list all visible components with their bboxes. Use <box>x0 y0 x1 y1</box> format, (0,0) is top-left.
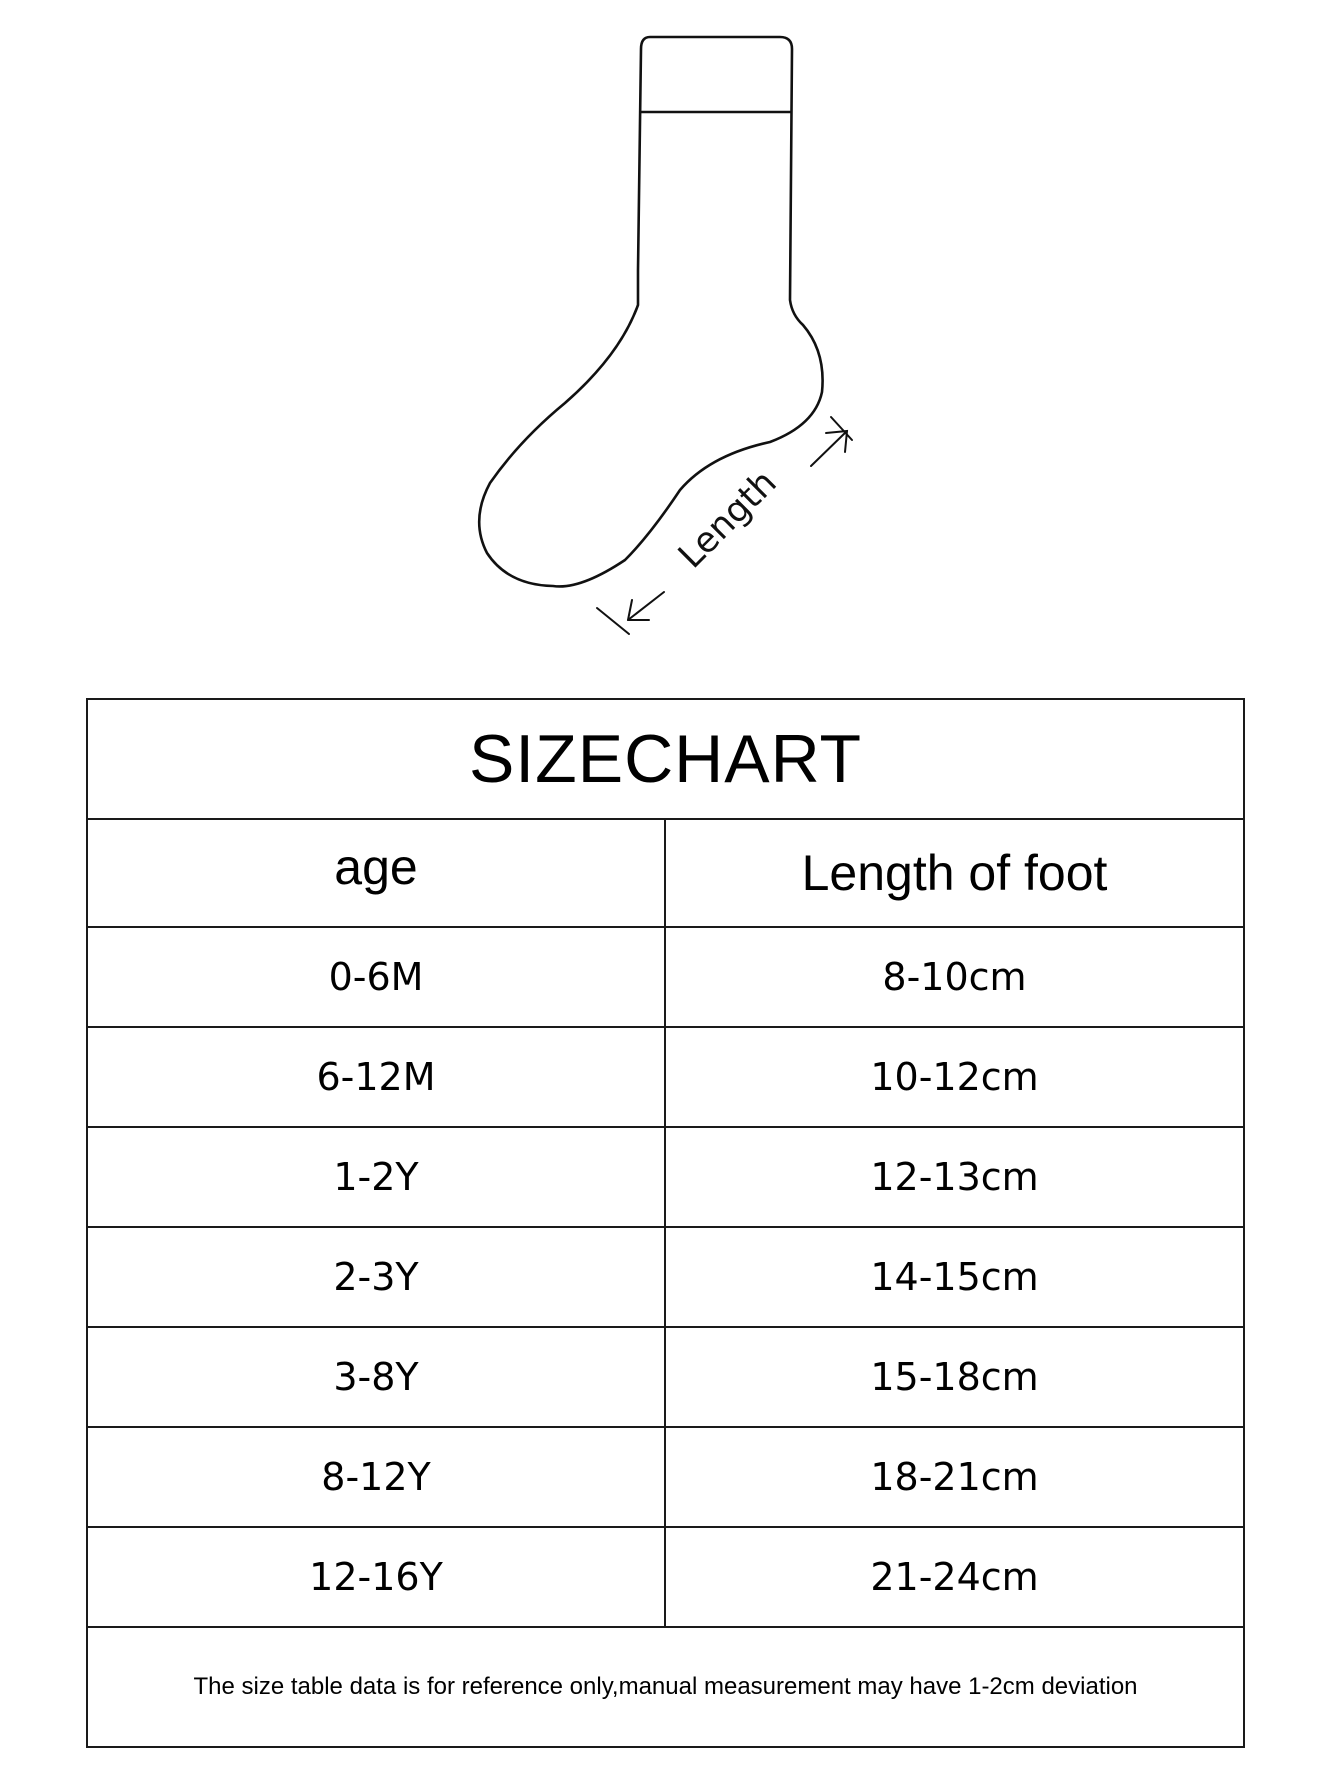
header-age: age <box>87 819 665 927</box>
table-header-row <box>87 819 1244 927</box>
length-cell: 15-18cm <box>665 1327 1244 1427</box>
age-cell: 1-2Y <box>87 1127 665 1227</box>
age-cell: 12-16Y <box>87 1527 665 1627</box>
table-note: The size table data is for reference only,manual measurement may have 1-2cm deviation <box>87 1627 1244 1747</box>
length-cell: 12-13cm <box>665 1127 1244 1227</box>
table-row <box>87 1427 1244 1527</box>
size-chart-table <box>86 698 1245 1748</box>
length-cell: 10-12cm <box>665 1027 1244 1127</box>
sock-illustration <box>0 0 1340 680</box>
age-cell: 2-3Y <box>87 1227 665 1327</box>
table-row <box>87 1127 1244 1227</box>
age-cell: 0-6M <box>87 927 665 1027</box>
measure-arrow-lower <box>628 592 664 620</box>
measure-label: Length <box>671 462 785 577</box>
age-cell: 8-12Y <box>87 1427 665 1527</box>
table-row <box>87 1527 1244 1627</box>
length-cell: 21-24cm <box>665 1527 1244 1627</box>
table-row <box>87 927 1244 1027</box>
table-row <box>87 1327 1244 1427</box>
table-note-row <box>87 1627 1244 1747</box>
table-title: SIZECHART <box>87 699 1244 819</box>
length-cell: 18-21cm <box>665 1427 1244 1527</box>
table-row <box>87 1227 1244 1327</box>
length-cell: 8-10cm <box>665 927 1244 1027</box>
measure-tick-lower <box>597 608 629 634</box>
length-cell: 14-15cm <box>665 1227 1244 1327</box>
measure-arrow-upper <box>811 431 847 466</box>
table-row <box>87 1027 1244 1127</box>
age-cell: 6-12M <box>87 1027 665 1127</box>
table-title-row <box>87 699 1244 819</box>
age-cell: 3-8Y <box>87 1327 665 1427</box>
header-length-of-foot: Length of foot <box>665 819 1244 927</box>
